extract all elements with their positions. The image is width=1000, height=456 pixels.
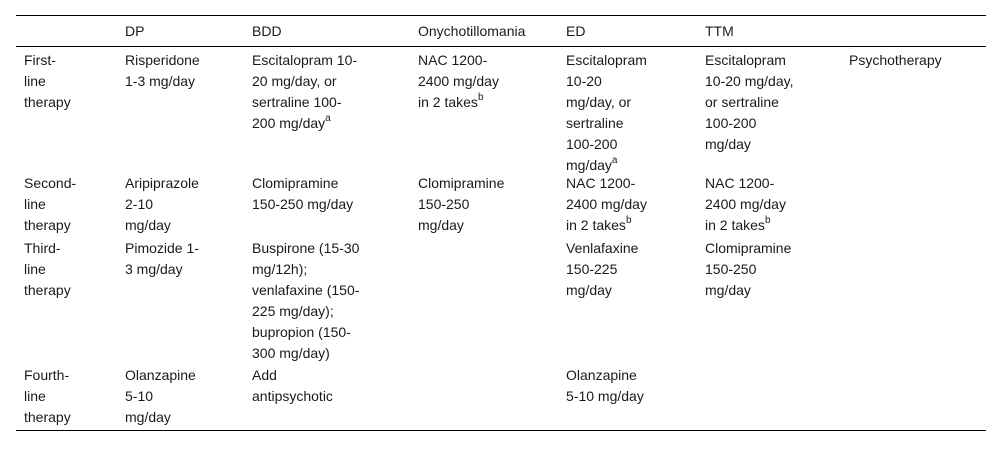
header-ttm: TTM	[705, 23, 734, 39]
cell-text: mg/12h);	[252, 261, 308, 277]
cell-text: mg/day	[418, 217, 464, 233]
dp-cell	[125, 365, 230, 428]
footnote-marker: b	[477, 92, 484, 104]
therapy-line-cell	[24, 50, 104, 113]
cell-text: Buspirone (15-30	[252, 240, 360, 256]
header-ed: ED	[566, 23, 586, 39]
cell-text: Clomipramine	[252, 175, 339, 191]
dp-cell	[125, 173, 230, 236]
extra-cell	[849, 50, 984, 71]
cell-text: Clomipramine	[705, 240, 792, 256]
cell-text: therapy	[24, 217, 71, 233]
cell-text: sertraline 100-	[252, 94, 342, 110]
cell-text: line	[24, 73, 46, 89]
cell-text: Pimozide 1-	[125, 240, 199, 256]
cell-text: 100-200	[705, 115, 757, 131]
cell-text: 2400 mg/day	[418, 73, 499, 89]
cell-text: NAC 1200-	[418, 52, 488, 68]
cell-text: 20 mg/day, or	[252, 73, 337, 89]
cell-text: in 2 takes	[566, 217, 626, 233]
onychotillomania-cell	[418, 50, 553, 113]
footnote-marker: a	[611, 155, 618, 167]
cell-text: bupropion (150-	[252, 324, 351, 340]
cell-text: First-	[24, 52, 56, 68]
cell-text-with-note	[252, 113, 402, 134]
cell-text: 2400 mg/day	[566, 196, 647, 212]
cell-text: or sertraline	[705, 94, 779, 110]
ed-cell	[566, 365, 676, 407]
therapy-line-cell	[24, 173, 104, 236]
cell-text: mg/day	[566, 282, 612, 298]
cell-text: mg/day	[566, 157, 612, 173]
table-row-third-line	[16, 235, 986, 362]
cell-text: in 2 takes	[705, 217, 765, 233]
header-bdd: BDD	[252, 23, 282, 39]
cell-text: 100-200	[566, 136, 618, 152]
cell-text: 300 mg/day)	[252, 345, 330, 361]
header-dp: DP	[125, 23, 145, 39]
cell-text: mg/day, or	[566, 94, 632, 110]
cell-text: 5-10 mg/day	[566, 388, 644, 404]
cell-text: 225 mg/day);	[252, 303, 334, 319]
cell-text: mg/day	[705, 282, 751, 298]
cell-text: mg/day	[705, 136, 751, 152]
cell-text: Escitalopram	[705, 52, 786, 68]
header-onychotillomania: Onychotillomania	[418, 23, 526, 39]
therapy-line-cell	[24, 365, 104, 428]
cell-text: 200 mg/day	[252, 115, 326, 131]
cell-text: therapy	[24, 409, 71, 425]
table-header-row	[16, 16, 986, 47]
cell-text: mg/day	[125, 409, 171, 425]
footnote-marker: a	[325, 113, 331, 125]
cell-text-with-note	[418, 92, 553, 113]
cell-text: mg/day	[125, 217, 171, 233]
cell-text: Psychotherapy	[849, 52, 942, 68]
cell-text: 150-225	[566, 261, 618, 277]
cell-text: Olanzapine	[566, 367, 637, 383]
cell-text: Olanzapine	[125, 367, 196, 383]
cell-text-with-note	[566, 215, 676, 236]
cell-text: Escitalopram	[566, 52, 647, 68]
cell-text: Fourth-	[24, 367, 70, 383]
footnote-marker: b	[764, 215, 771, 227]
table-row-fourth-line	[16, 362, 986, 430]
cell-text: Clomipramine	[418, 175, 505, 191]
cell-text: in 2 takes	[418, 94, 478, 110]
cell-text: 10-20 mg/day,	[705, 73, 794, 89]
bdd-cell	[252, 173, 402, 215]
cell-text: Add	[252, 367, 277, 383]
therapy-line-cell	[24, 238, 104, 301]
cell-text: 5-10	[125, 388, 154, 404]
table-row-second-line	[16, 170, 986, 235]
onychotillomania-cell	[418, 173, 553, 236]
ed-cell	[566, 50, 676, 176]
cell-text: 3 mg/day	[125, 261, 183, 277]
cell-text: venlafaxine (150-	[252, 282, 360, 298]
cell-text: Venlafaxine	[566, 240, 639, 256]
dp-cell	[125, 238, 230, 280]
ttm-cell	[705, 50, 825, 155]
cell-text: Escitalopram 10-	[252, 52, 358, 68]
bdd-cell	[252, 50, 402, 134]
bdd-cell	[252, 238, 402, 364]
treatment-table	[16, 15, 986, 431]
cell-text: 2400 mg/day	[705, 196, 786, 212]
cell-text: 10-20	[566, 73, 602, 89]
cell-text: sertraline	[566, 115, 624, 131]
cell-text: NAC 1200-	[566, 175, 636, 191]
cell-text: therapy	[24, 94, 71, 110]
cell-text: antipsychotic	[252, 388, 333, 404]
dp-cell	[125, 50, 230, 92]
cell-text: Aripiprazole	[125, 175, 199, 191]
cell-text: Risperidone	[125, 52, 200, 68]
cell-text: therapy	[24, 282, 71, 298]
ttm-cell	[705, 238, 825, 301]
ttm-cell	[705, 173, 825, 236]
cell-text: Second-	[24, 175, 77, 191]
table-row-first-line	[16, 47, 986, 173]
cell-text: line	[24, 196, 46, 212]
ed-cell	[566, 238, 676, 301]
cell-text: 1-3 mg/day	[125, 73, 196, 89]
cell-text: 2-10	[125, 196, 154, 212]
cell-text: line	[24, 388, 46, 404]
bdd-cell	[252, 365, 402, 407]
cell-text: Third-	[24, 240, 61, 256]
cell-text: NAC 1200-	[705, 175, 775, 191]
footnote-marker: b	[625, 215, 632, 227]
cell-text-with-note	[705, 215, 825, 236]
cell-text: 150-250 mg/day	[252, 196, 354, 212]
cell-text: 150-250	[418, 196, 470, 212]
cell-text: line	[24, 261, 46, 277]
cell-text: 150-250	[705, 261, 757, 277]
ed-cell	[566, 173, 676, 236]
